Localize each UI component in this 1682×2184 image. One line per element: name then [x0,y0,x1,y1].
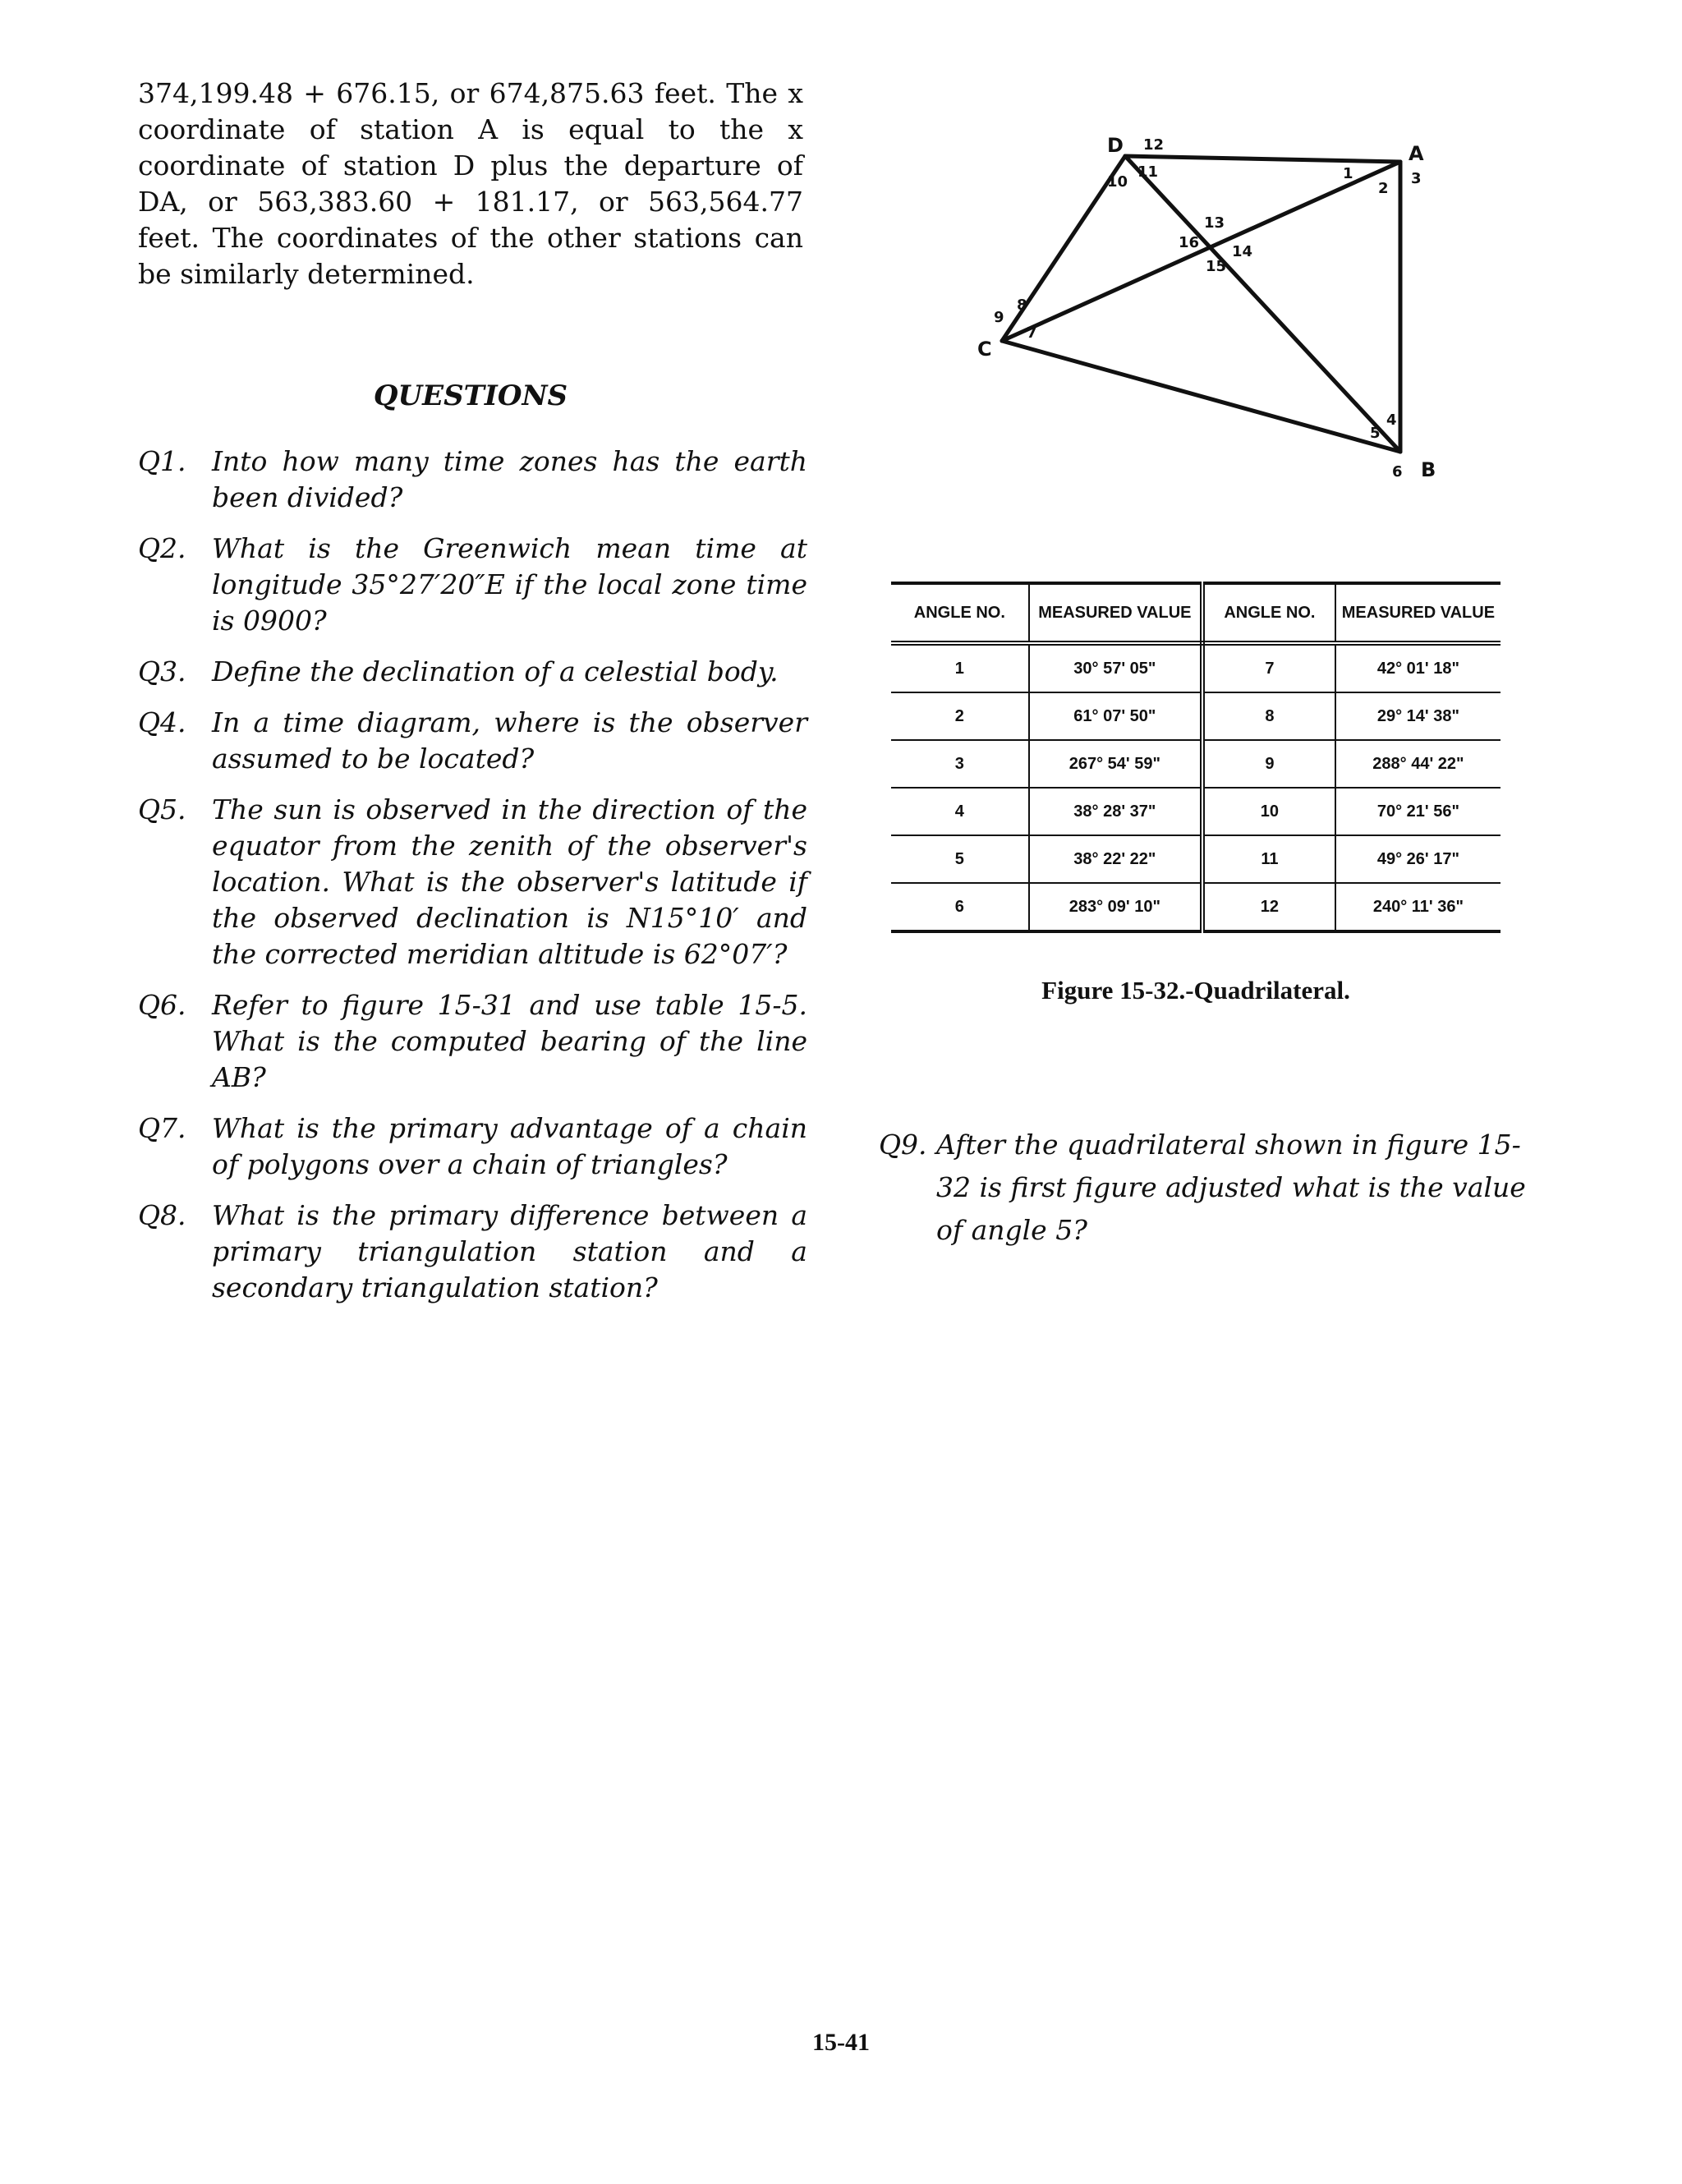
table-row [891,835,1500,883]
angle-label-11: 11 [1137,163,1159,181]
station-label-b: B [1421,458,1436,481]
table-header: ANGLE NO. [891,583,1029,643]
station-label-d: D [1107,134,1124,157]
table-cell: 30° 57' 05" [1029,643,1202,692]
angle-label-6: 6 [1392,463,1403,480]
table-cell: 4 [891,788,1029,835]
question-item [138,1110,807,1183]
question-item [138,654,807,690]
table-cell: 6 [891,883,1029,931]
question-item [138,987,807,1096]
question-item [138,1198,807,1306]
table-cell: 267° 54' 59" [1029,740,1202,788]
angle-label-15: 15 [1206,258,1227,275]
angle-label-10: 10 [1107,173,1128,191]
angle-label-16: 16 [1179,234,1200,251]
table-cell: 8 [1202,692,1335,740]
station-label-c: C [977,338,992,361]
question-number: Q4. [138,706,186,738]
diagonal-db [1125,156,1400,452]
quadrilateral-svg [961,127,1437,489]
table-cell: 1 [891,643,1029,692]
table-cell: 2 [891,692,1029,740]
table-cell: 38° 28' 37" [1029,788,1202,835]
table-cell: 240° 11' 36" [1335,883,1500,931]
question-text: Define the declination of a celestial body. [212,655,779,687]
question-text: What is the primary difference between a primary triangulation station and a secondary triangulation station? [212,1199,807,1304]
angle-label-4: 4 [1386,412,1397,429]
table-header-row [891,583,1500,643]
question-number: Q1. [138,445,186,477]
table-cell: 61° 07' 50" [1029,692,1202,740]
question-number: Q6. [138,989,186,1021]
question-number: Q5. [138,793,186,825]
table-cell: 288° 44' 22" [1335,740,1500,788]
table-row [891,643,1500,692]
angle-label-14: 14 [1232,243,1253,260]
station-label-a: A [1409,142,1424,165]
quadrilateral-diagram [961,127,1437,489]
question-text: Into how many time zones has the earth been divided? [212,445,807,513]
table-row [891,788,1500,835]
angle-label-9: 9 [994,309,1004,326]
question-number: Q2. [138,532,186,564]
table-cell: 283° 09' 10" [1029,883,1202,931]
side-da [1125,156,1400,162]
table-cell: 5 [891,835,1029,883]
question-item [138,705,807,777]
table-cell: 29° 14' 38" [1335,692,1500,740]
intro-paragraph: 374,199.48 + 676.15, or 674,875.63 feet. The x coordinate of station A is equal to the x coordinate of station D plus the departure of DA, or 563,383.60 + 181.17, or 563,564.77 feet. The coordinates of the other stations can be similarly determined. [138,77,803,290]
question-number: Q7. [138,1112,186,1144]
question-text: Refer to figure 15-31 and use table 15-5. What is the computed bearing of the line AB? [212,989,807,1093]
angle-label-5: 5 [1370,425,1381,442]
angle-label-7: 7 [1027,324,1037,342]
side-bc [1002,341,1400,452]
question-item [138,444,807,516]
measured-angles-table [891,582,1500,933]
questions-list [138,444,807,1321]
angle-label-3: 3 [1411,170,1422,187]
table-header: MEASURED VALUE [1029,583,1202,643]
table-header: MEASURED VALUE [1335,583,1500,643]
question-text: After the quadrilateral shown in figure 15-32 is first figure adjusted what is the value of angle 5? [936,1129,1526,1246]
question-number: Q9. [879,1129,927,1161]
question-number: Q3. [138,655,186,687]
angle-label-12: 12 [1143,136,1165,154]
question-text: What is the Greenwich mean time at longitude 35°27′20″E if the local zone time is 0900? [212,532,807,637]
question-item [138,792,807,972]
angle-label-1: 1 [1343,165,1353,182]
table-cell: 70° 21' 56" [1335,788,1500,835]
table-row [891,883,1500,931]
table-cell: 42° 01' 18" [1335,643,1500,692]
angle-label-2: 2 [1378,180,1389,197]
table-cell: 11 [1202,835,1335,883]
question-text: What is the primary advantage of a chain of polygons over a chain of triangles? [212,1112,807,1180]
figure-caption: Figure 15-32.-Quadrilateral. [1041,976,1350,1005]
table-row [891,740,1500,788]
table-cell: 49° 26' 17" [1335,835,1500,883]
question-item-q9 [879,1124,1528,1252]
table-row [891,692,1500,740]
table-cell: 3 [891,740,1029,788]
angle-label-8: 8 [1017,297,1027,314]
table-cell: 9 [1202,740,1335,788]
question-number: Q8. [138,1199,186,1231]
question-text: In a time diagram, where is the observer assumed to be located? [212,706,807,775]
table-cell: 10 [1202,788,1335,835]
table-header: ANGLE NO. [1202,583,1335,643]
question-text: The sun is observed in the direction of the equator from the zenith of the observer's location. What is the observer's latitude if the observed declination is N15°10′ and the corrected meridian altitude is 62°07′? [212,793,807,970]
page-number: 15-41 [812,2029,870,2056]
questions-heading: QUESTIONS [373,379,568,412]
table-cell: 12 [1202,883,1335,931]
angle-label-13: 13 [1204,214,1225,232]
table-cell: 7 [1202,643,1335,692]
question-item [138,531,807,639]
table-cell: 38° 22' 22" [1029,835,1202,883]
